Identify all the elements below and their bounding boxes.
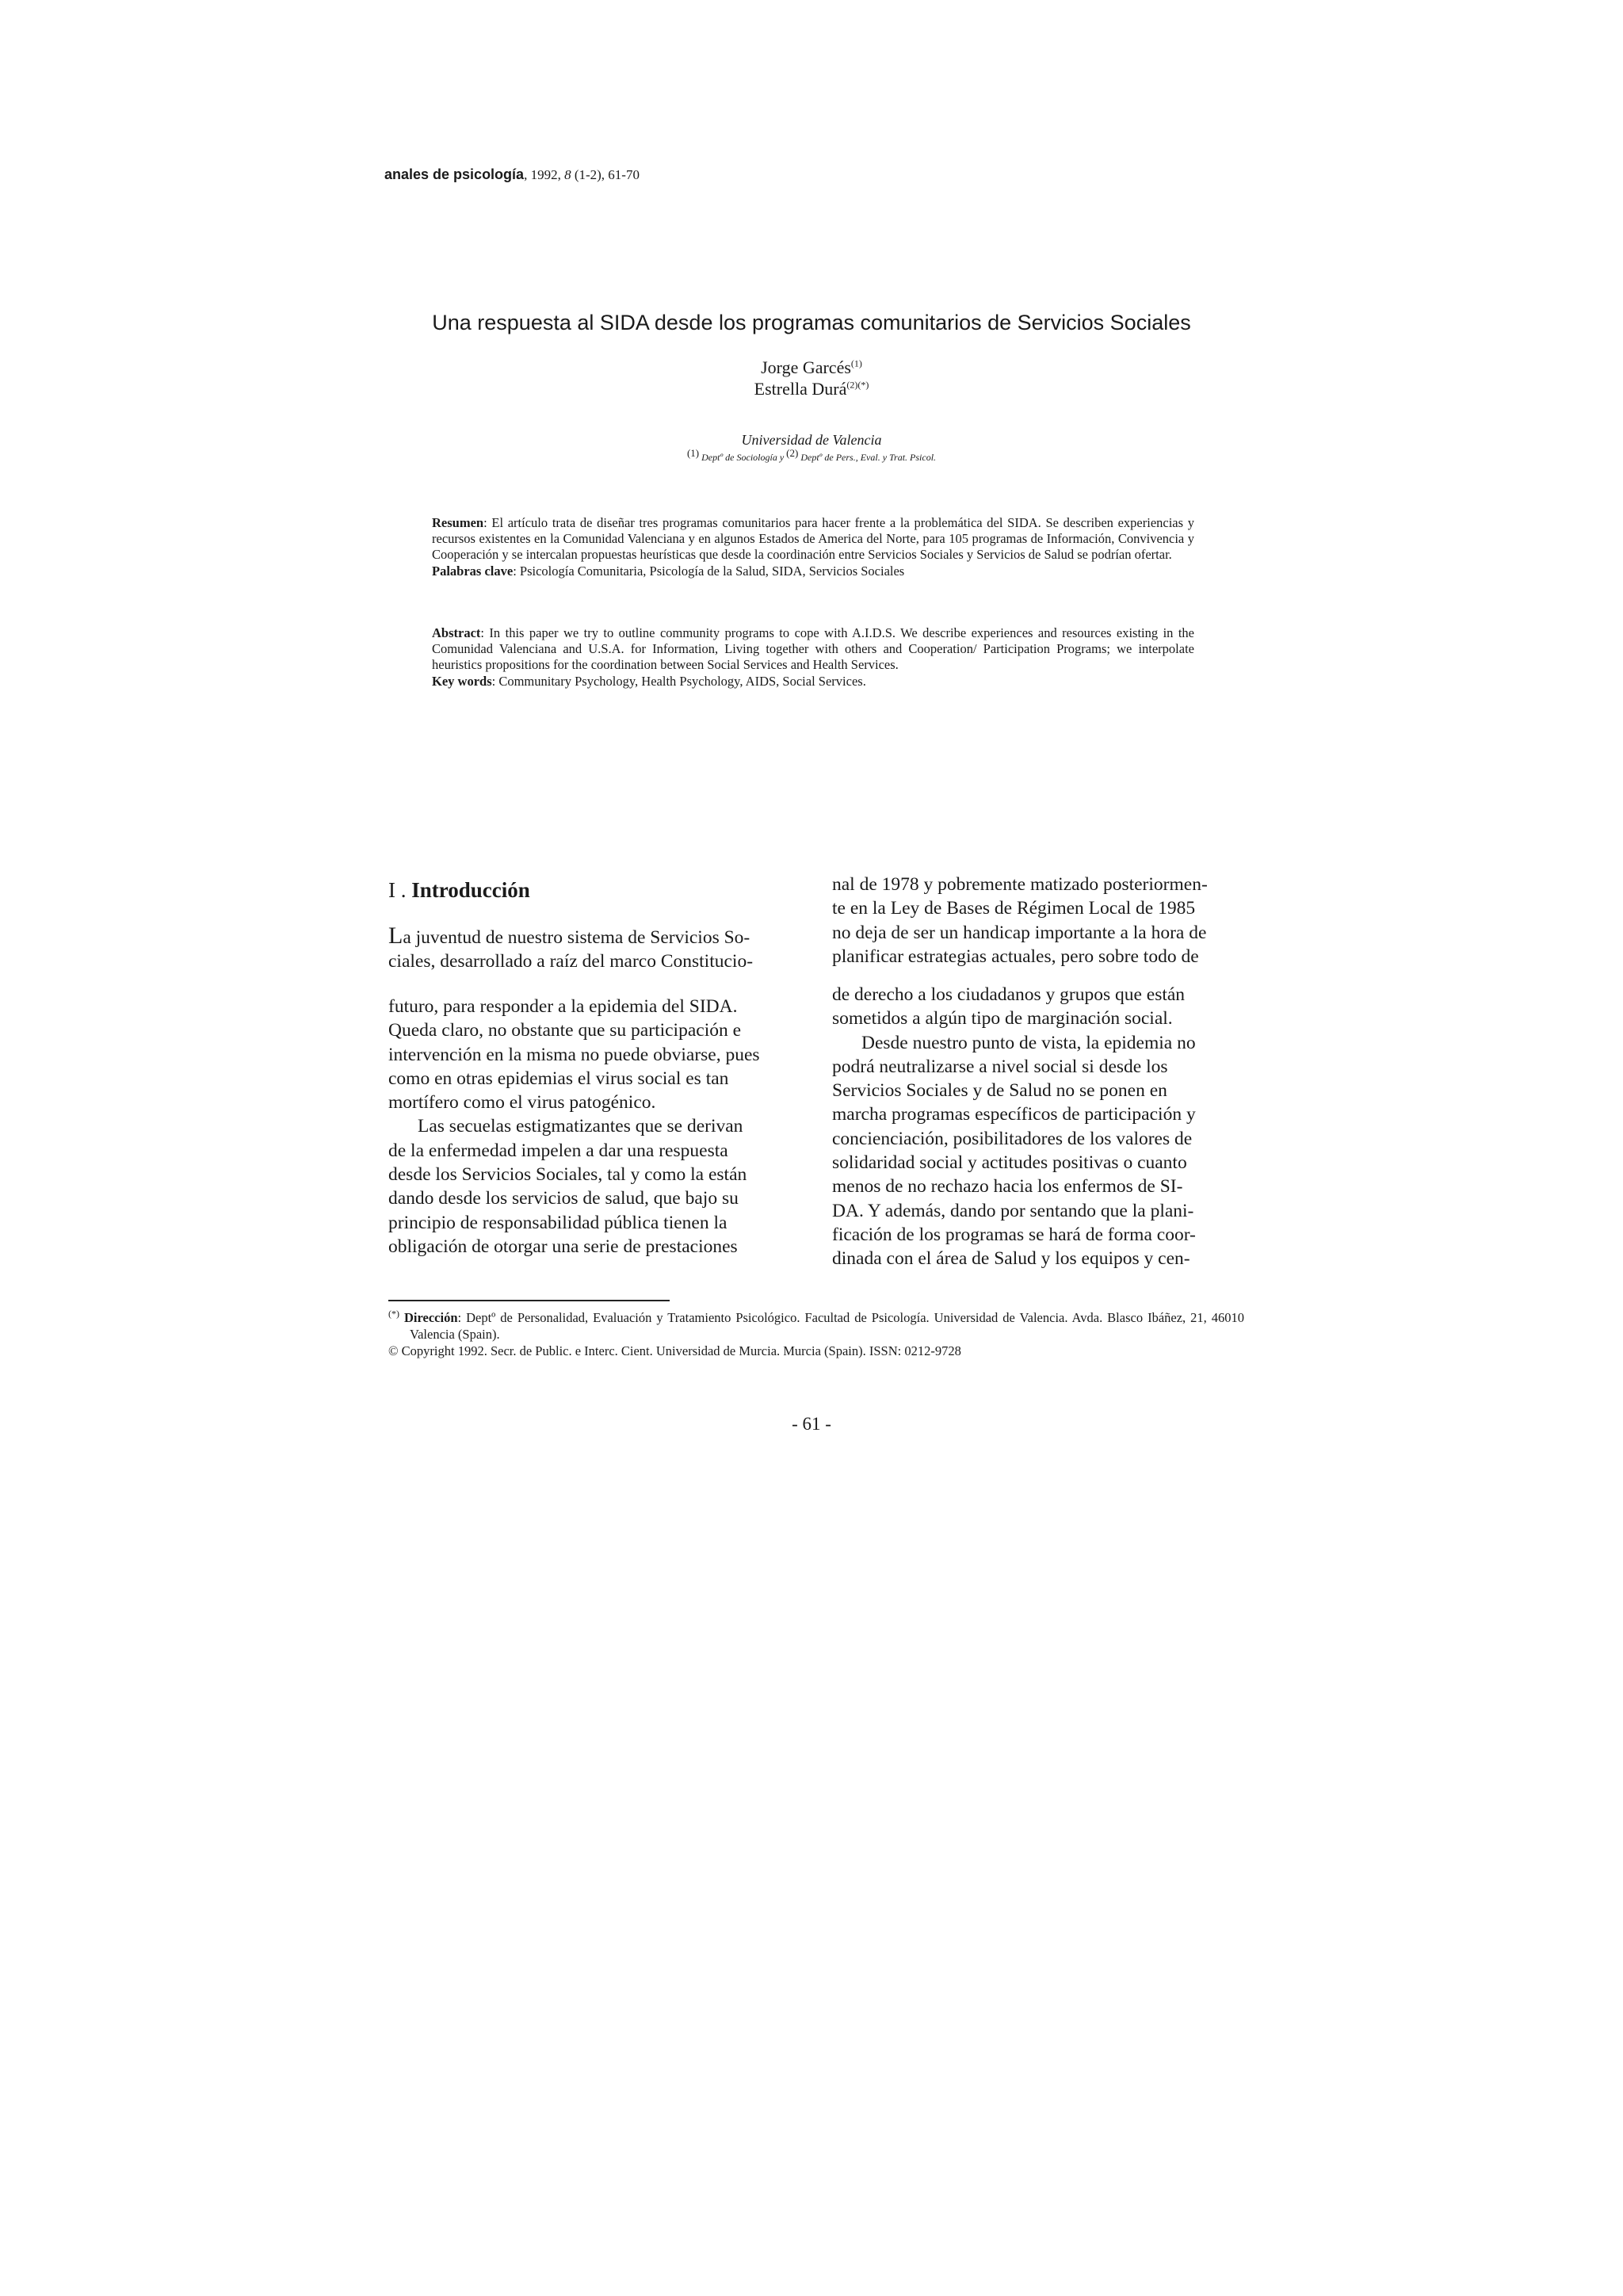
footnote-label: Dirección (404, 1310, 458, 1325)
paragraph-1-line: intervención en la misma no puede obviarse, pues (388, 1044, 760, 1065)
right-column-body (832, 983, 1243, 1271)
paragraph-1-line: futuro, para responder a la epidemia del SIDA. (388, 996, 738, 1017)
right-line: planificar estrategias actuales, pero sobre todo de (832, 946, 1199, 967)
paper-title: Una respuesta al SIDA desde los programas comunitarios de Servicios Sociales (432, 311, 1191, 334)
paragraph-2-line: Las secuelas estigmatizantes que se derivan (418, 1116, 743, 1137)
key-words-list: : Communitary Psychology, Health Psychology, AIDS, Social Services. (491, 673, 866, 689)
paragraph-1-line: como en otras epidemias el virus social es tan (388, 1068, 729, 1089)
paragraph-1-line: mortífero como el virus patogénico. (388, 1092, 656, 1114)
key-words (432, 674, 1194, 690)
resumen-text (432, 515, 1194, 563)
footnote-mark: (*) (388, 1308, 399, 1320)
right-line: sometidos a algún tipo de marginación social. (832, 1008, 1173, 1030)
author-1 (0, 357, 1623, 378)
university: Universidad de Valencia (741, 432, 882, 448)
abstract-text (432, 625, 1194, 674)
dept-2-mark: (2) (786, 447, 799, 459)
author-list (0, 357, 1623, 399)
author-2 (0, 378, 1623, 399)
section-heading (388, 878, 530, 903)
paragraph-2-line: de la enfermedad impelen a dar una respuesta (388, 1140, 728, 1161)
author-1-name: Jorge Garcés (761, 357, 851, 377)
paragraph-3-line: concienciación, posibilitadores de los valores de (832, 1128, 1193, 1149)
footnote-address (388, 1309, 1244, 1343)
abstract-body: : In this paper we try to outline community programs to cope with A.I.D.S. We describe experiences and resources existing in the Comunidad Valenciana and U.S.A. for Information, Living together with others and Cooperation/ Participation Programs; we interpolate heuristics propositions for the coordination between Social Services and Health Services. (432, 625, 1194, 673)
right-line: de derecho a los ciudadanos y grupos que están (832, 984, 1186, 1005)
resumen-label: Resumen (432, 515, 484, 530)
paragraph-3-line: marcha programas específicos de participación y (832, 1104, 1196, 1125)
paragraph-2-line: principio de responsabilidad pública tienen la (388, 1212, 727, 1233)
page-number: - 61 - (792, 1414, 831, 1434)
footnote-text: : Deptº de Personalidad, Evaluación y Tratamiento Psicológico. Facultad de Psicología. Universidad de Valencia. Avda. Blasco Ibáñez, 21, 46010 Valencia (Spain). (410, 1310, 1245, 1342)
drop-initial: L (388, 923, 403, 949)
journal-name: anales de psicología (384, 166, 525, 182)
journal-issue-pages: (1-2), 61-70 (571, 167, 640, 182)
left-column-body (388, 995, 799, 1259)
paragraph-1-line-1: La juventud de nuestro sistema de Servicios So- (388, 923, 750, 949)
dept-2: Deptº de Pers., Eval. y Trat. Psicol. (798, 452, 937, 463)
section-title: Introducción (411, 878, 530, 902)
paragraph-3-line: Desde nuestro punto de vista, la epidemia no (861, 1032, 1196, 1053)
section-number: I . (388, 878, 412, 902)
key-words-label: Key words (432, 673, 492, 689)
left-column-top (388, 924, 799, 974)
footnote-block (388, 1309, 1244, 1359)
dept-1: Deptº de Sociología y (699, 452, 787, 463)
right-line: nal de 1978 y pobremente matizado posteriormen- (832, 874, 1208, 895)
paragraph-3-line: podrá neutralizarse a nivel social si desde los (832, 1056, 1168, 1077)
palabras-clave-list: : Psicología Comunitaria, Psicología de la Salud, SIDA, Servicios Sociales (513, 563, 905, 579)
abstract-block (432, 625, 1194, 690)
paragraph-1-line: Queda claro, no obstante que su participación e (388, 1020, 742, 1041)
author-2-mark: (2)(*) (846, 379, 869, 391)
paragraph-3-line: Servicios Sociales y de Salud no se ponen en (832, 1080, 1167, 1102)
palabras-clave-label: Palabras clave (432, 563, 514, 579)
affiliation (0, 431, 1623, 466)
author-2-name: Estrella Durá (754, 379, 847, 399)
right-column-top (832, 873, 1243, 968)
palabras-clave (432, 563, 1194, 579)
resumen-block (432, 515, 1194, 579)
paragraph-3-line: solidaridad social y actitudes positivas o cuanto (832, 1152, 1187, 1174)
right-line: te en la Ley de Bases de Régimen Local de 1985 (832, 898, 1196, 919)
author-1-mark: (1) (850, 357, 862, 369)
paragraph-3-line: dinada con el área de Salud y los equipos y cen- (832, 1248, 1190, 1270)
journal-volume: 8 (564, 167, 571, 182)
running-header (384, 166, 640, 183)
dept-1-mark: (1) (686, 447, 700, 459)
paragraph-3-line: DA. Y además, dando por sentando que la plani- (832, 1200, 1194, 1221)
footnote-divider (388, 1300, 670, 1301)
paragraph-2-line: obligación de otorgar una serie de prestaciones (388, 1236, 738, 1257)
departments (0, 449, 1623, 466)
paragraph-3-line: ficación de los programas se hará de forma coor- (832, 1224, 1196, 1245)
paragraph-1-line: ciales, desarrollado a raíz del marco Constitucio- (388, 951, 754, 972)
resumen-body: : El artículo trata de diseñar tres programas comunitarios para hacer frente a la problemática del SIDA. Se describen experiencias y recursos existentes en la Comunidad Valenciana y en algunos Estados de America del Norte, para 105 programas de Información, Convivencia y Cooperación y se intercalan propuestas heurísticas que desde la coordinación entre Servicios Sociales y Servicios de Salud se podrían ofertar. (432, 515, 1194, 563)
journal-year: , 1992, (524, 167, 565, 182)
abstract-label: Abstract (432, 625, 481, 640)
right-line: no deja de ser un handicap importante a la hora de (832, 922, 1207, 943)
paragraph-3-line: menos de no rechazo hacia los enfermos de SI- (832, 1176, 1183, 1198)
copyright-line: © Copyright 1992. Secr. de Public. e Interc. Cient. Universidad de Murcia. Murcia (Spain). ISSN: 0212-9728 (388, 1343, 961, 1358)
paragraph-2-line: dando desde los servicios de salud, que bajo su (388, 1188, 739, 1209)
paragraph-2-line: desde los Servicios Sociales, tal y como la están (388, 1164, 747, 1186)
